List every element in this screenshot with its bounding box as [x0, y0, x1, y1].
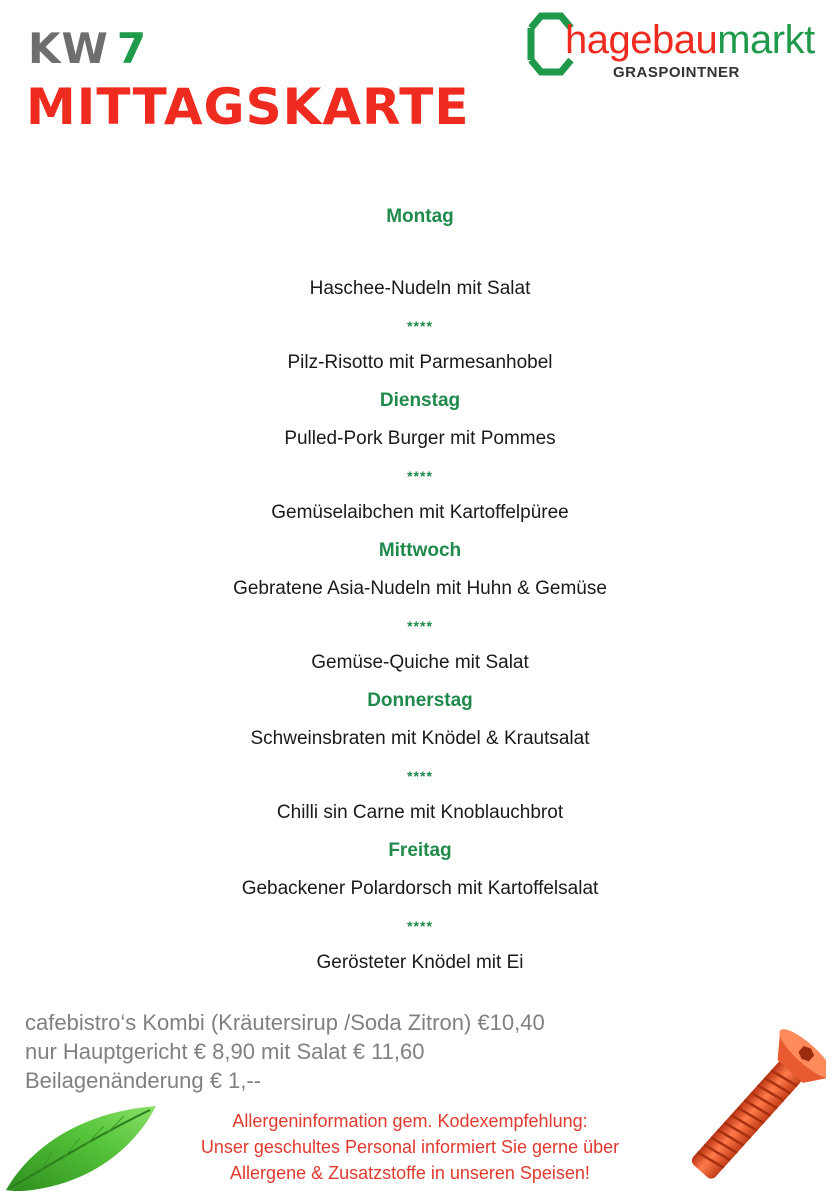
- allergen-line-1: Allergeninformation gem. Kodexempfehlung:: [232, 1111, 588, 1131]
- dish-main: Gebackener Polardorsch mit Kartoffelsalat: [241, 878, 599, 899]
- dish-main: Haschee-Nudeln mit Salat: [309, 278, 531, 299]
- dish-vegetarian: Gerösteter Knödel mit Ei: [316, 952, 524, 973]
- dish-vegetarian: Pilz-Risotto mit Parmesanhobel: [287, 352, 553, 373]
- week-indicator: [28, 24, 148, 73]
- dish-vegetarian: Gemüse-Quiche mit Salat: [311, 652, 529, 673]
- menu-day-friday: [0, 832, 840, 982]
- dish-main: Gebratene Asia-Nudeln mit Huhn & Gemüse: [233, 578, 607, 599]
- day-heading: Freitag: [388, 840, 452, 861]
- allergen-line-2: Unser geschultes Personal informiert Sie gerne über: [200, 1137, 620, 1157]
- allergen-info: [150, 1108, 670, 1186]
- dish-separator: ****: [407, 318, 433, 334]
- dish-separator: ****: [407, 468, 433, 484]
- dish-vegetarian: Chilli sin Carne mit Knoblauchbrot: [276, 802, 564, 823]
- price-line-side-change: Beilagenänderung € 1,--: [25, 1068, 262, 1093]
- allergen-line-3: Allergene & Zusatzstoffe in unseren Speisen!: [230, 1163, 590, 1183]
- dish-separator: ****: [407, 918, 433, 934]
- screw-icon: [676, 1018, 826, 1196]
- logo-name: [565, 20, 815, 60]
- menu-day-tuesday: [0, 382, 840, 532]
- dish-separator: ****: [407, 768, 433, 784]
- day-heading: Donnerstag: [367, 690, 473, 711]
- dish-main: Schweinsbraten mit Knödel & Krautsalat: [250, 728, 590, 749]
- page-title: MITTAGSKARTE: [26, 78, 470, 136]
- price-info: [25, 1008, 545, 1095]
- leaf-icon: [0, 1098, 165, 1198]
- weekly-menu: [0, 198, 840, 982]
- day-heading: Montag: [386, 206, 454, 227]
- menu-day-thursday: [0, 682, 840, 832]
- week-label: KW: [28, 24, 109, 73]
- menu-day-wednesday: [0, 532, 840, 682]
- dish-separator: ****: [407, 618, 433, 634]
- logo-sublabel: GRASPOINTNER: [613, 64, 740, 81]
- logo-name-prefix: hagebau: [565, 18, 718, 62]
- logo-name-suffix: markt: [717, 18, 815, 62]
- dish-main: Pulled-Pork Burger mit Pommes: [284, 428, 556, 449]
- dish-vegetarian: Gemüselaibchen mit Kartoffelpüree: [271, 502, 569, 523]
- price-line-main: nur Hauptgericht € 8,90 mit Salat € 11,60: [25, 1039, 425, 1064]
- week-number: 7: [116, 24, 148, 73]
- hagebaumarkt-logo: [527, 12, 827, 87]
- price-line-combo: cafebistro‘s Kombi (Kräutersirup /Soda Zitron) €10,40: [25, 1010, 545, 1035]
- day-heading: Dienstag: [379, 390, 461, 411]
- day-heading: Mittwoch: [378, 540, 462, 561]
- menu-day-monday: [0, 198, 840, 382]
